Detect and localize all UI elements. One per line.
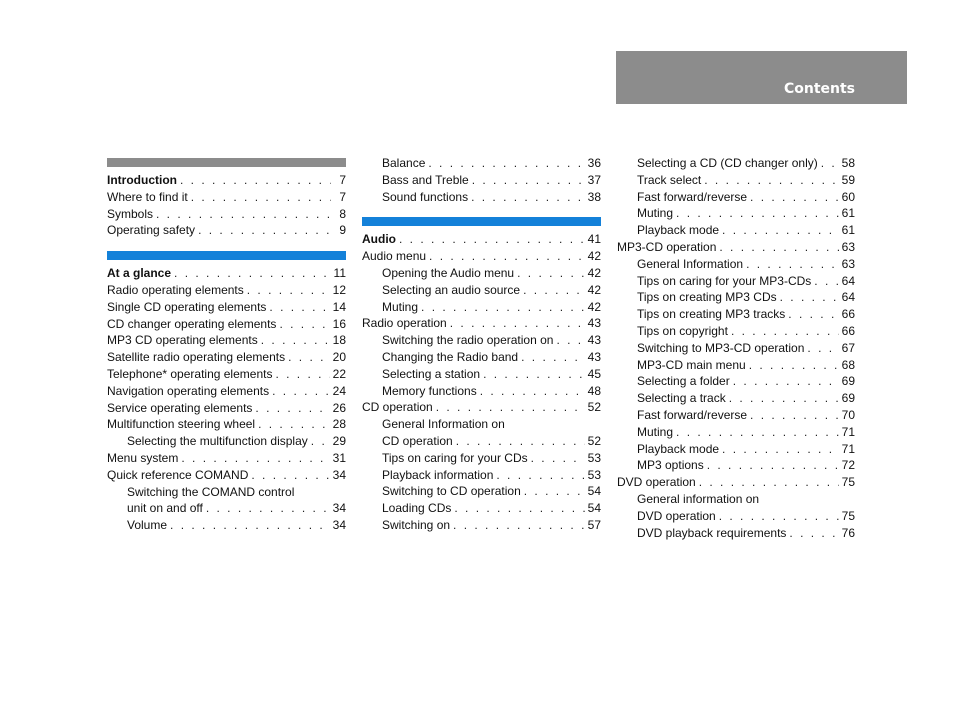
toc-entry[interactable] xyxy=(637,222,855,239)
toc-entry-title: Switching on xyxy=(382,518,451,532)
dot-leader xyxy=(483,366,585,383)
toc-entry-title: Selecting a track xyxy=(637,391,726,406)
toc-entry-page-number: 28 xyxy=(332,417,346,432)
toc-entry-page-number: 68 xyxy=(841,357,855,372)
toc-entry-text: General Information on xyxy=(382,417,505,432)
toc-entry-page-number: 70 xyxy=(841,408,855,422)
toc-entry-page-number: 52 xyxy=(587,400,601,415)
dot-leader xyxy=(496,467,584,484)
dot-leader xyxy=(170,517,330,534)
toc-entry-page-number: 26 xyxy=(332,400,346,415)
toc-entry-title: Selecting a station xyxy=(382,366,481,381)
toc-entry-title: Quick reference COMAND xyxy=(107,467,249,482)
toc-entry-page-number: 57 xyxy=(587,518,601,532)
toc-entry[interactable] xyxy=(637,508,855,525)
dot-leader xyxy=(722,441,839,458)
toc-entry[interactable] xyxy=(637,340,855,357)
toc-entry-title: DVD operation xyxy=(617,475,696,490)
dot-leader xyxy=(198,222,331,239)
toc-entry-page-number: 42 xyxy=(587,249,601,264)
toc-entry[interactable] xyxy=(107,189,346,206)
page-title: Contents xyxy=(783,81,855,97)
toc-entry-page-number: 20 xyxy=(332,350,346,365)
toc-entry-title: Tips on caring for your CDs xyxy=(382,450,528,465)
dot-leader xyxy=(746,256,839,273)
toc-entry-page-number: 64 xyxy=(841,273,855,288)
toc-entry[interactable] xyxy=(382,265,601,282)
dot-leader xyxy=(719,508,839,525)
toc-entry-title: Audio xyxy=(362,232,396,247)
dot-leader xyxy=(524,483,585,500)
dot-leader xyxy=(729,390,839,407)
toc-entry-page-number: 29 xyxy=(332,434,346,449)
toc-entry-page-number: 48 xyxy=(587,383,601,398)
toc-entry-page-number: 34 xyxy=(332,501,346,516)
toc-entry[interactable] xyxy=(107,206,346,223)
toc-entry-page-number: 42 xyxy=(587,282,601,297)
dot-leader xyxy=(676,205,839,222)
toc-entry-title: CD operation xyxy=(382,434,453,448)
dot-leader xyxy=(780,289,839,306)
toc-entry[interactable] xyxy=(382,282,601,299)
toc-entry-page-number: 43 xyxy=(587,333,601,348)
toc-entry[interactable] xyxy=(637,155,855,172)
toc-entry-page-number: 67 xyxy=(841,340,855,355)
toc-entry[interactable] xyxy=(127,433,346,450)
toc-entry-title: General Information xyxy=(637,256,744,271)
toc-entry-title: MP3 options xyxy=(637,458,704,473)
toc-entry-title: Tips on copyright xyxy=(637,324,728,338)
toc-entry[interactable] xyxy=(107,172,346,189)
toc-entry-page-number: 69 xyxy=(841,374,855,389)
toc-entry[interactable] xyxy=(107,349,346,366)
toc-entry-title: Muting xyxy=(637,206,674,221)
toc-entry-page-number: 60 xyxy=(841,189,855,204)
toc-entry-page-number: 43 xyxy=(587,316,601,331)
toc-entry-title: Multifunction steering wheel xyxy=(107,417,256,432)
toc-entry[interactable] xyxy=(637,373,855,390)
toc-entry-page-number: 37 xyxy=(587,172,601,187)
toc-entry-title: Volume xyxy=(127,518,168,533)
toc-entry[interactable] xyxy=(382,383,601,400)
toc-entry-title: MP3 CD operating elements xyxy=(107,333,258,348)
toc-entry-page-number: 36 xyxy=(587,156,601,170)
toc-entry-page-number: 42 xyxy=(587,266,601,280)
dot-leader xyxy=(251,467,329,484)
dot-leader xyxy=(454,500,584,517)
toc-entry[interactable] xyxy=(617,474,855,491)
toc-entry-page-number: 16 xyxy=(332,316,346,331)
toc-entry[interactable] xyxy=(107,450,346,467)
toc-entry-page-number: 12 xyxy=(332,283,346,297)
toc-entry[interactable] xyxy=(382,433,601,450)
toc-entry-page-number: 43 xyxy=(587,350,601,364)
toc-entry[interactable] xyxy=(107,265,346,282)
toc-entry-title: Selecting a CD (CD changer only) xyxy=(637,156,818,170)
toc-entry-title: Audio menu xyxy=(362,249,427,264)
toc-entry-title: Introduction xyxy=(107,173,177,187)
dot-leader xyxy=(279,316,329,333)
toc-entry[interactable] xyxy=(107,222,346,239)
toc-entry-title: Loading CDs xyxy=(382,501,452,516)
toc-entry-title: Where to find it xyxy=(107,189,188,204)
dot-leader xyxy=(676,424,839,441)
toc-entry[interactable] xyxy=(637,205,855,222)
dot-leader xyxy=(429,248,585,265)
toc-entry[interactable] xyxy=(637,306,855,323)
toc-entry[interactable] xyxy=(637,189,855,206)
toc-entry[interactable] xyxy=(382,155,601,172)
toc-entry[interactable] xyxy=(382,332,601,349)
dot-leader xyxy=(261,332,330,349)
toc-entry-page-number: 63 xyxy=(841,256,855,271)
dot-leader xyxy=(471,189,585,206)
toc-entry[interactable] xyxy=(362,248,601,265)
dot-leader xyxy=(719,239,838,256)
toc-entry-title: Menu system xyxy=(107,451,179,465)
toc-entry[interactable] xyxy=(362,231,601,248)
dot-leader xyxy=(521,349,585,366)
toc-entry-page-number: 69 xyxy=(841,391,855,406)
dot-leader xyxy=(722,222,839,239)
toc-entry-title: Tips on creating MP3 CDs xyxy=(637,290,777,305)
toc-entry-title: CD changer operating elements xyxy=(107,316,277,331)
toc-entry[interactable] xyxy=(382,500,601,517)
dot-leader xyxy=(436,399,585,416)
dot-leader xyxy=(789,525,838,542)
dot-leader xyxy=(453,517,585,534)
dot-leader xyxy=(181,450,329,467)
dot-leader xyxy=(269,299,329,316)
toc-entry[interactable] xyxy=(637,172,855,189)
toc-entry-title: Bass and Treble xyxy=(382,172,469,187)
toc-entry-title: Muting xyxy=(637,424,674,439)
toc-entry-title: Selecting the multifunction display xyxy=(127,434,308,449)
toc-entry-page-number: 38 xyxy=(587,189,601,204)
toc-entry[interactable] xyxy=(637,289,855,306)
dot-leader xyxy=(807,340,838,357)
toc-entry-title: Opening the Audio menu xyxy=(382,266,515,280)
toc-entry[interactable] xyxy=(107,416,346,433)
toc-entry-title: Sound functions xyxy=(382,189,469,204)
toc-entry-page-number: 11 xyxy=(333,266,346,281)
toc-entry-title: Telephone* operating elements xyxy=(107,367,273,381)
dot-leader xyxy=(704,172,838,189)
toc-entry[interactable] xyxy=(107,383,346,400)
toc-entry-page-number: 24 xyxy=(332,383,346,398)
toc-entry-page-number: 34 xyxy=(332,467,346,482)
dot-leader xyxy=(733,373,839,390)
toc-entry-title: Selecting a folder xyxy=(637,374,730,389)
toc-entry-page-number: 22 xyxy=(332,367,346,381)
dot-leader xyxy=(191,189,331,206)
dot-leader xyxy=(456,433,585,450)
toc-entry-title: MP3-CD main menu xyxy=(637,357,746,372)
dot-leader xyxy=(749,357,839,374)
toc-entry-title: Playback information xyxy=(382,467,494,482)
toc-entry-title: Playback mode xyxy=(637,223,720,238)
dot-leader xyxy=(556,332,584,349)
toc-entry-title: Fast forward/reverse xyxy=(637,189,748,204)
toc-entry-title: Switching to CD operation xyxy=(382,484,521,499)
toc-entry-title: Fast forward/reverse xyxy=(637,408,748,422)
contents-header-tab xyxy=(616,51,907,104)
toc-entry-title: Selecting an audio source xyxy=(382,282,521,297)
toc-entry-title: Changing the Radio band xyxy=(382,350,519,364)
toc-entry-page-number: 9 xyxy=(339,223,346,238)
toc-entry[interactable] xyxy=(382,189,601,206)
toc-entry[interactable] xyxy=(637,357,855,374)
toc-entry-page-number: 53 xyxy=(587,467,601,482)
toc-entry-page-number: 75 xyxy=(841,475,855,490)
toc-entry-page-number: 8 xyxy=(339,206,346,221)
section-divider-bar xyxy=(107,251,346,260)
toc-entry-page-number: 64 xyxy=(841,290,855,305)
toc-entry-page-number: 71 xyxy=(841,441,855,456)
toc-entry[interactable] xyxy=(637,323,855,340)
dot-leader xyxy=(531,450,585,467)
toc-entry-page-number: 75 xyxy=(841,508,855,523)
toc-entry[interactable] xyxy=(382,450,601,467)
toc-entry[interactable] xyxy=(382,483,601,500)
toc-entry-page-number: 41 xyxy=(587,232,601,247)
dot-leader xyxy=(750,407,839,424)
toc-entry[interactable] xyxy=(617,239,855,256)
dot-leader xyxy=(258,416,330,433)
toc-entry-page-number: 59 xyxy=(841,172,855,187)
toc-entry-page-number: 76 xyxy=(841,525,855,540)
toc-entry[interactable] xyxy=(637,256,855,273)
dot-leader xyxy=(275,366,329,383)
toc-entry[interactable] xyxy=(382,366,601,383)
toc-entry-title: At a glance xyxy=(107,266,172,281)
dot-leader xyxy=(523,282,585,299)
toc-entry-title: Radio operation xyxy=(362,316,447,331)
dot-leader xyxy=(399,231,585,248)
toc-entry[interactable] xyxy=(637,390,855,407)
dot-leader xyxy=(428,155,584,172)
toc-entry[interactable] xyxy=(362,399,601,416)
dot-leader xyxy=(814,273,838,290)
toc-entry-title: Muting xyxy=(382,299,419,314)
toc-entry[interactable] xyxy=(637,407,855,424)
toc-entry[interactable] xyxy=(637,273,855,290)
dot-leader xyxy=(206,500,330,517)
dot-leader xyxy=(821,155,839,172)
toc-entry[interactable] xyxy=(107,332,346,349)
dot-leader xyxy=(180,172,331,189)
toc-entry-title: DVD playback requirements xyxy=(637,525,787,540)
toc-entry-title: Track select xyxy=(637,172,702,187)
dot-leader xyxy=(517,265,585,282)
toc-entry-page-number: 7 xyxy=(339,189,346,204)
dot-leader xyxy=(750,189,839,206)
toc-entry[interactable] xyxy=(127,517,346,534)
toc-entry-title: Switching the radio operation on xyxy=(382,333,554,348)
toc-entry-page-number: 53 xyxy=(587,450,601,465)
dot-leader xyxy=(707,457,839,474)
toc-entry-title: Switching to MP3-CD operation xyxy=(637,340,805,355)
dot-leader xyxy=(247,282,330,299)
toc-entry-page-number: 63 xyxy=(841,240,855,254)
toc-entry-title: Playback mode xyxy=(637,441,720,456)
toc-entry[interactable] xyxy=(637,525,855,542)
toc-entry-title: Tips on caring for your MP3-CDs xyxy=(637,273,812,288)
toc-entry-title: Satellite radio operating elements xyxy=(107,350,286,365)
dot-leader xyxy=(272,383,330,400)
toc-entry[interactable] xyxy=(127,500,346,517)
dot-leader xyxy=(450,315,585,332)
toc-entry-title: Service operating elements xyxy=(107,400,253,415)
section-divider-bar xyxy=(107,158,346,167)
toc-entry[interactable] xyxy=(107,366,346,383)
toc-entry-title: Navigation operating elements xyxy=(107,383,270,398)
toc-entry-page-number: 58 xyxy=(841,156,855,170)
toc-entry[interactable] xyxy=(382,299,601,316)
toc-entry[interactable] xyxy=(382,349,601,366)
toc-entry-page-number: 31 xyxy=(332,451,346,465)
toc-entry-page-number: 42 xyxy=(587,299,601,314)
toc-entry[interactable] xyxy=(637,457,855,474)
toc-entry[interactable] xyxy=(382,517,601,534)
toc-entry-title: Symbols xyxy=(107,206,154,221)
toc-entry-page-number: 71 xyxy=(841,424,855,439)
toc-entry[interactable] xyxy=(107,299,346,316)
toc-entry[interactable] xyxy=(107,400,346,417)
toc-entry-page-number: 66 xyxy=(841,324,855,338)
toc-entry-title: unit on and off xyxy=(127,501,203,516)
toc-entry-page-number: 34 xyxy=(332,518,346,533)
toc-entry-title: Memory functions xyxy=(382,383,477,398)
dot-leader xyxy=(472,172,585,189)
dot-leader xyxy=(421,299,585,316)
section-divider-bar xyxy=(362,217,601,226)
toc-entry[interactable] xyxy=(382,467,601,484)
toc-entry[interactable] xyxy=(107,316,346,333)
dot-leader xyxy=(311,433,330,450)
dot-leader xyxy=(255,400,329,417)
dot-leader xyxy=(788,306,838,323)
toc-entry-page-number: 61 xyxy=(841,223,855,238)
toc-entry-page-number: 18 xyxy=(332,333,346,348)
dot-leader xyxy=(731,323,839,340)
toc-entry-text: Switching the COMAND control xyxy=(127,484,295,499)
toc-entry-text: General information on xyxy=(637,492,760,506)
toc-entry[interactable] xyxy=(107,467,346,484)
toc-entry-page-number: 14 xyxy=(332,299,346,314)
toc-entry[interactable] xyxy=(382,172,601,189)
toc-entry-page-number: 66 xyxy=(841,307,855,322)
toc-entry[interactable] xyxy=(107,282,346,299)
toc-entry-page-number: 52 xyxy=(587,434,601,448)
toc-entry-title: DVD operation xyxy=(637,508,716,523)
toc-entry-page-number: 61 xyxy=(841,206,855,221)
toc-entry-page-number: 54 xyxy=(587,484,601,499)
toc-entry-page-number: 54 xyxy=(587,501,601,516)
toc-entry-title: Tips on creating MP3 tracks xyxy=(637,307,786,322)
dot-leader xyxy=(156,206,331,223)
toc-entry-page-number: 7 xyxy=(339,173,346,187)
toc-entry-page-number: 72 xyxy=(841,458,855,473)
toc-entry-title: MP3-CD operation xyxy=(617,240,717,254)
toc-entry-title: Radio operating elements xyxy=(107,283,244,297)
toc-entry[interactable] xyxy=(637,441,855,458)
dot-leader xyxy=(288,349,330,366)
toc-entry-title: CD operation xyxy=(362,400,433,415)
toc-entry-title: Balance xyxy=(382,156,426,170)
dot-leader xyxy=(699,474,839,491)
toc-entry[interactable] xyxy=(362,315,601,332)
toc-entry-page-number: 45 xyxy=(587,366,601,381)
toc-entry-title: Operating safety xyxy=(107,223,196,238)
toc-entry-title: Single CD operating elements xyxy=(107,299,267,314)
dot-leader xyxy=(174,265,331,282)
dot-leader xyxy=(480,383,585,400)
toc-entry[interactable] xyxy=(637,424,855,441)
